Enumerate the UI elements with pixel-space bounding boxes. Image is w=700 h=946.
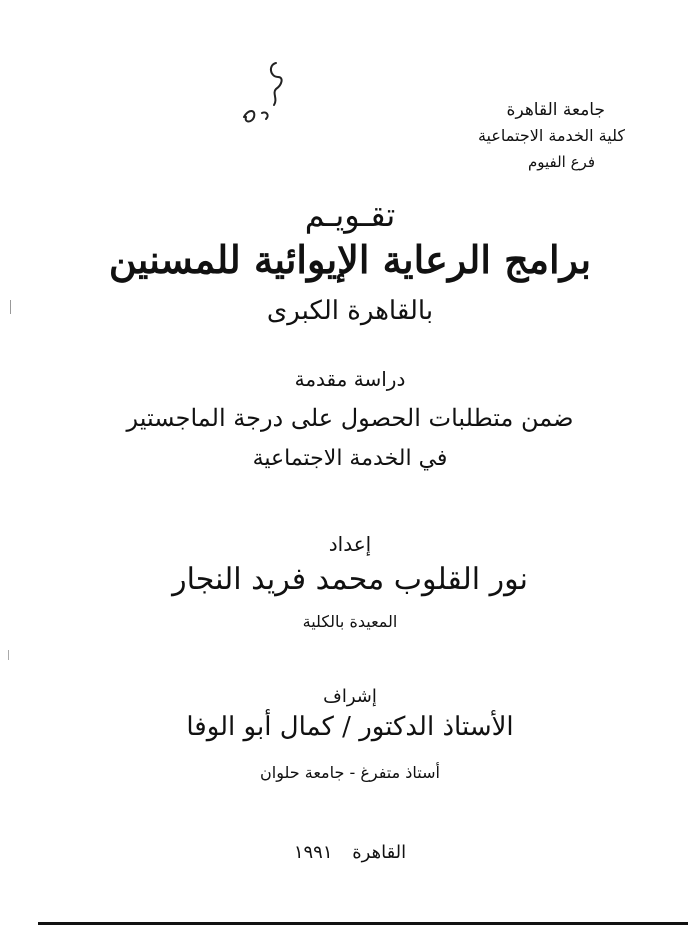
footer-city: القاهرة — [352, 842, 407, 863]
branch-name: فرع الفيوم — [527, 153, 595, 171]
margin-mark — [8, 650, 9, 660]
title-line-3: بالقاهرة الكبرى — [266, 296, 434, 326]
margin-mark — [10, 300, 11, 314]
study-purpose: ضمن متطلبات الحصول على درجة الماجستير — [126, 404, 574, 432]
supervisor-title: أستاذ متفرغ - جامعة حلوان — [260, 763, 440, 782]
university-name: جامعة القاهرة — [506, 100, 605, 120]
title-line-2: برامج الرعاية الإيوائية للمسنين — [108, 237, 592, 282]
supervision-label: إشراف — [323, 686, 377, 707]
faculty-name: كلية الخدمة الاجتماعية — [477, 126, 625, 145]
author-name: نور القلوب محمد فريد النجار — [172, 562, 528, 597]
supervisor-name: الأستاذ الدكتور / كمال أبو الوفا — [186, 712, 514, 742]
handwritten-mark — [232, 55, 292, 135]
study-field: في الخدمة الاجتماعية — [252, 446, 448, 471]
study-label: دراسة مقدمة — [294, 367, 406, 391]
footer-place-date — [0, 842, 700, 863]
footer-year: ١٩٩١ — [293, 842, 333, 863]
title-line-1: تقـويـم — [304, 196, 396, 234]
prepared-by-label: إعداد — [328, 532, 372, 556]
author-role: المعيدة بالكلية — [302, 612, 398, 631]
bottom-rule — [38, 922, 688, 925]
